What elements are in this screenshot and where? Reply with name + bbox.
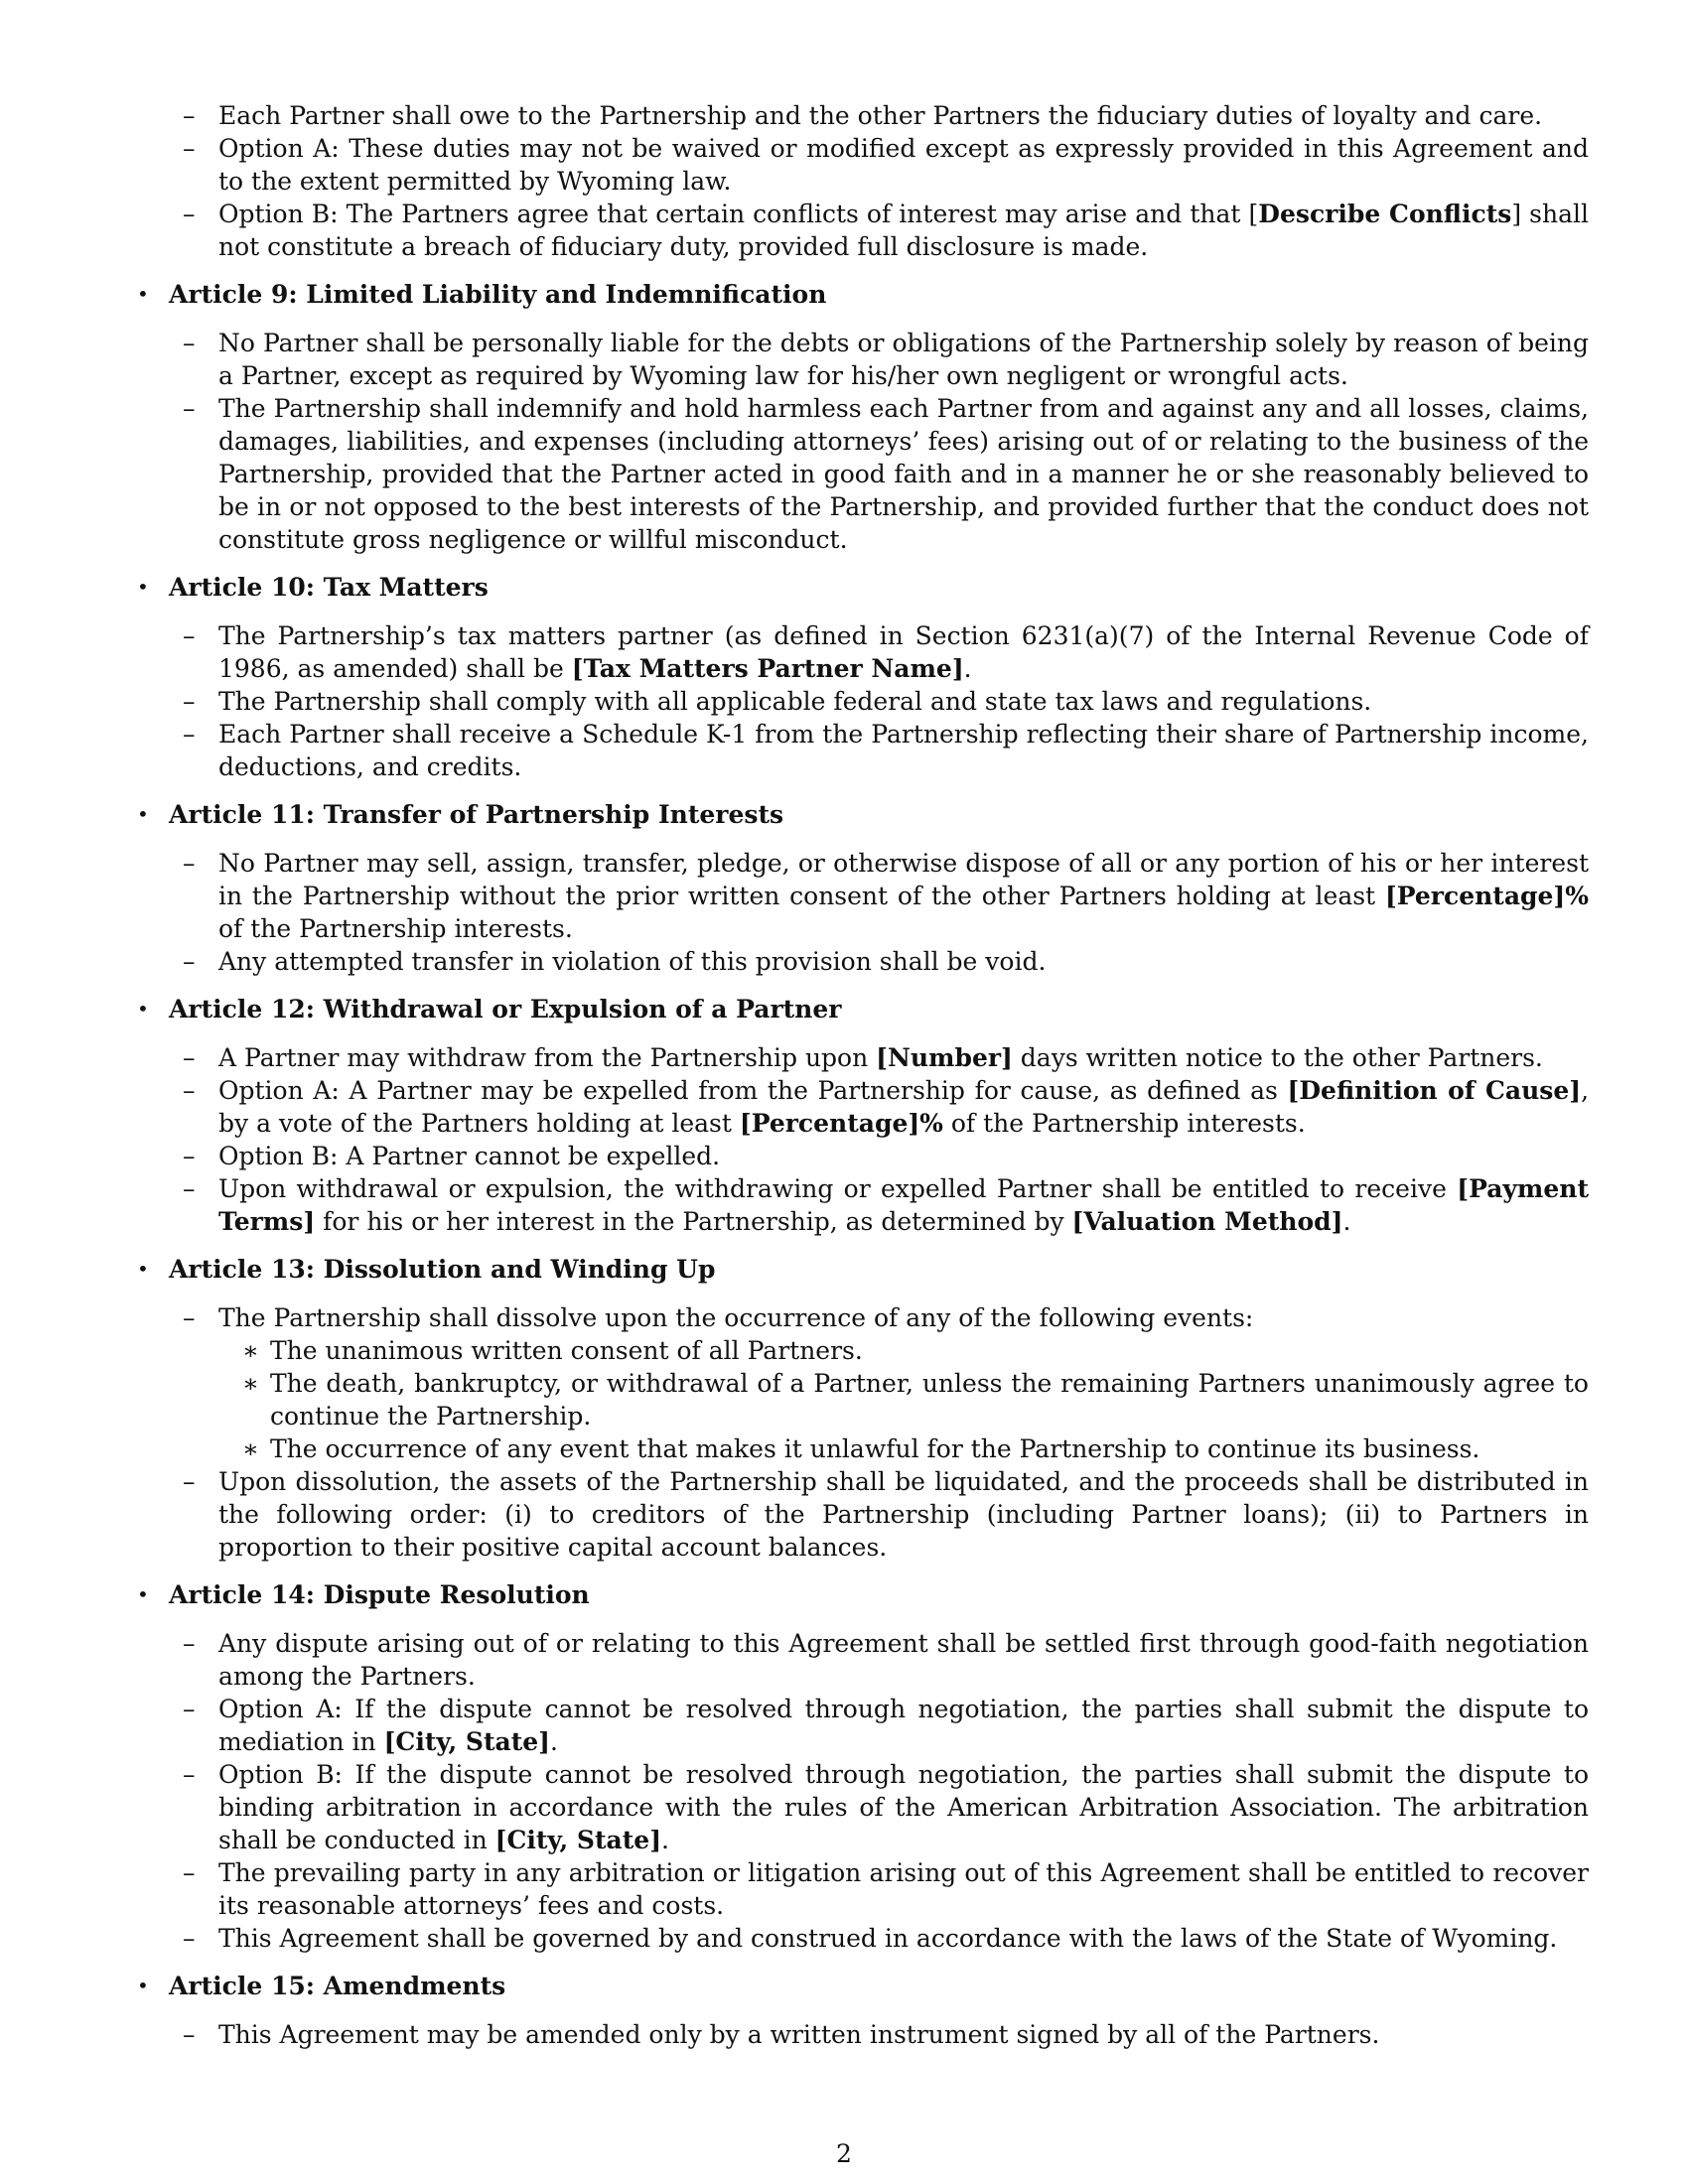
placeholder-field: [City, State] [494, 1826, 662, 1854]
clause-text: The Partnership shall dissolve upon the occurrence of any of the following events: [218, 1303, 1254, 1332]
page-number: 2 [836, 2139, 852, 2168]
sub-clause-text: The occurrence of any event that makes it unlawful for the Partnership to continue its business. [270, 1434, 1480, 1463]
clause-text: Option B: If the dispute cannot be resolved through negotiation, the parties shall submit the dispute to binding arbitration in accordance with the rules of the American Arbitration Association. The arbitration shall be conducted in [218, 1760, 1589, 1854]
clause-text: The Partnership shall indemnify and hold harmless each Partner from and against any and all losses, claims, damages, liabilities, and expenses (including attorneys’ fees) arising out of or relating to the business of the Partnership, provided that the Partner acted in good faith and in a manner he or she reasonably believed to be in or not opposed to the best interests of the Partnership, and provided further that the conduct does not constitute gross negligence or willful misconduct. [218, 394, 1589, 554]
dash-marker: – [183, 1629, 196, 1658]
dash-marker: – [183, 720, 196, 749]
clause-list [159, 2018, 1589, 2051]
article-title: Article 13: Dissolution and Winding Up [169, 1255, 716, 1284]
article-list [127, 278, 1589, 2051]
clause-item [159, 1627, 1589, 1693]
clause-text: . [1342, 1207, 1351, 1236]
article-title: Article 14: Dispute Resolution [169, 1580, 590, 1609]
star-marker: ∗ [242, 1336, 259, 1365]
clause-text: [ [1248, 200, 1259, 228]
clause-item [159, 1465, 1589, 1564]
clause-item [159, 1140, 1589, 1172]
clause-text: Each Partner shall receive a Schedule K-1 from the Partnership reflecting their share of Partnership income, deductions, and credits. [218, 720, 1589, 781]
sub-clause-list [218, 1334, 1589, 1465]
clause-item [159, 945, 1589, 978]
placeholder-field: [Valuation Method] [1071, 1207, 1343, 1236]
article-title: Article 9: Limited Liability and Indemnification [169, 280, 827, 309]
placeholder-field: [Percentage]% [1384, 882, 1589, 910]
placeholder-field: [City, State] [383, 1727, 550, 1756]
dash-marker: – [183, 1303, 196, 1332]
clause-text: of the Partnership interests. [942, 1109, 1306, 1138]
clause-text: This Agreement shall be governed by and construed in accordance with the laws of the State of Wyoming. [218, 1924, 1558, 1953]
clause-item [159, 1301, 1589, 1465]
clause-text: The prevailing party in any arbitration or litigation arising out of this Agreement shall be entitled to recover its reasonable attorneys’ fees and costs. [218, 1858, 1589, 1920]
article-title: Article 10: Tax Matters [169, 573, 489, 602]
clause-text: Option B: A Partner cannot be expelled. [218, 1142, 721, 1170]
clause-text: days written notice to the other Partners. [1012, 1043, 1543, 1072]
sub-clause-text: The unanimous written consent of all Partners. [270, 1336, 863, 1365]
dash-marker: – [183, 394, 196, 423]
star-marker: ∗ [242, 1369, 259, 1398]
dash-marker: – [183, 1858, 196, 1887]
clause-text: No Partner may sell, assign, transfer, pledge, or otherwise dispose of all or any portion of his or her interest in the Partnership without the prior written consent of the other Partners holding at least [218, 849, 1589, 910]
clause-item [159, 1758, 1589, 1856]
clause-item [159, 132, 1589, 198]
clause-list [159, 1301, 1589, 1564]
clause-list [159, 847, 1589, 978]
clause-item [159, 1172, 1589, 1238]
dash-marker: – [183, 134, 196, 163]
clause-text: Any attempted transfer in violation of this provision shall be void. [218, 947, 1047, 976]
dash-marker: – [183, 1695, 196, 1723]
clause-item [159, 99, 1589, 132]
article-section [127, 571, 1589, 783]
clause-text: Option A: A Partner may be expelled from the Partnership for cause, as defined as [218, 1076, 1288, 1105]
clause-text: The Partnership’s tax matters partner (as defined in Section 6231(a)(7) of the Internal Revenue Code of 1986, as amended) shall be [218, 621, 1589, 683]
dash-marker: – [183, 1467, 196, 1496]
article-section [127, 1253, 1589, 1564]
dash-marker: – [183, 101, 196, 130]
article-title: Article 12: Withdrawal or Expulsion of a Partner [169, 995, 842, 1024]
placeholder-field: [Number] [876, 1043, 1013, 1072]
placeholder-field: Describe Conflicts [1258, 200, 1512, 228]
sub-clause-item [218, 1334, 1589, 1367]
article-section [127, 1970, 1589, 2051]
clause-list [159, 327, 1589, 556]
dash-marker: – [183, 1043, 196, 1072]
bullet-marker: • [137, 997, 149, 1021]
article-section [127, 993, 1589, 1238]
clause-text: Each Partner shall owe to the Partnership and the other Partners the fiduciary duties of loyalty and care. [218, 101, 1543, 130]
article-section [127, 278, 1589, 556]
clause-text: Option A: If the dispute cannot be resolved through negotiation, the parties shall submit the dispute to mediation in [218, 1695, 1589, 1756]
dash-marker: – [183, 2020, 196, 2049]
star-marker: ∗ [242, 1434, 259, 1463]
clause-text: A Partner may withdraw from the Partnership upon [218, 1043, 877, 1072]
bullet-marker: • [137, 1582, 149, 1606]
clause-text: Option B: The Partners agree that certain conflicts of interest may arise and that [218, 200, 1249, 228]
clause-text: , by a vote of the Partners holding at least [218, 1076, 1590, 1138]
sub-clause-text: The death, bankruptcy, or withdrawal of a Partner, unless the remaining Partners unanimously agree to continue the Partnership. [270, 1369, 1589, 1431]
dash-marker: – [183, 849, 196, 878]
clause-item [159, 718, 1589, 783]
clause-text: . [550, 1727, 558, 1756]
document-body [127, 99, 1589, 2051]
placeholder-field: [Payment Terms] [218, 1174, 1589, 1236]
dash-marker: – [183, 1142, 196, 1170]
article-section [127, 798, 1589, 978]
clause-text: Upon dissolution, the assets of the Partnership shall be liquidated, and the proceeds shall be distributed in the following order: (i) to creditors of the Partnership (including Partner loans); (ii) to Partners in proportion to their positive capital account balances. [218, 1467, 1589, 1562]
clause-item [159, 685, 1589, 718]
dash-marker: – [183, 1924, 196, 1953]
clause-item [159, 1074, 1589, 1140]
clause-list [159, 619, 1589, 783]
article-title: Article 11: Transfer of Partnership Interests [169, 800, 784, 829]
clause-text: Upon withdrawal or expulsion, the withdrawing or expelled Partner shall be entitled to receive [218, 1174, 1458, 1203]
bullet-marker: • [137, 802, 149, 826]
placeholder-field: [Percentage]% [739, 1109, 943, 1138]
clause-text: . [963, 654, 972, 683]
dash-marker: – [183, 200, 196, 228]
clause-text: ] shall not constitute a breach of fiduciary duty, provided full disclosure is made. [218, 200, 1589, 261]
clause-item [159, 1041, 1589, 1074]
clause-item [159, 1856, 1589, 1922]
clause-item [159, 847, 1589, 945]
bullet-marker: • [137, 1974, 149, 1997]
bullet-marker: • [137, 282, 149, 306]
clause-text: of the Partnership interests. [218, 914, 573, 943]
sub-clause-item [218, 1433, 1589, 1465]
dash-marker: – [183, 947, 196, 976]
bullet-marker: • [137, 1257, 149, 1281]
article-title: Article 15: Amendments [169, 1972, 506, 2000]
intro-clause-list [159, 99, 1589, 263]
clause-item [159, 1922, 1589, 1955]
dash-marker: – [183, 1760, 196, 1789]
clause-item [159, 619, 1589, 685]
clause-item [159, 2018, 1589, 2051]
dash-marker: – [183, 329, 196, 357]
placeholder-field: [Tax Matters Partner Name] [571, 654, 964, 683]
clause-text: No Partner shall be personally liable for the debts or obligations of the Partnership solely by reason of being a Partner, except as required by Wyoming law for his/her own negligent or wrongful acts. [218, 329, 1589, 390]
clause-text: The Partnership shall comply with all applicable federal and state tax laws and regulations. [218, 687, 1372, 716]
clause-text: . [661, 1826, 669, 1854]
clause-list [159, 1041, 1589, 1238]
clause-item [159, 1693, 1589, 1758]
dash-marker: – [183, 1174, 196, 1203]
clause-list [159, 1627, 1589, 1955]
dash-marker: – [183, 687, 196, 716]
clause-text: Option A: These duties may not be waived or modified except as expressly provided in this Agreement and to the extent permitted by Wyoming law. [218, 134, 1589, 196]
clause-text: This Agreement may be amended only by a written instrument signed by all of the Partners. [218, 2020, 1380, 2049]
bullet-marker: • [137, 575, 149, 599]
dash-marker: – [183, 1076, 196, 1105]
clause-text: for his or her interest in the Partnership, as determined by [315, 1207, 1072, 1236]
clause-text: Any dispute arising out of or relating to this Agreement shall be settled first through good-faith negotiation among the Partners. [218, 1629, 1589, 1691]
sub-clause-item [218, 1367, 1589, 1433]
clause-item [159, 327, 1589, 392]
clause-item [159, 392, 1589, 556]
placeholder-field: [Definition of Cause] [1287, 1076, 1582, 1105]
clause-item [159, 198, 1589, 263]
article-section [127, 1578, 1589, 1955]
dash-marker: – [183, 621, 196, 650]
